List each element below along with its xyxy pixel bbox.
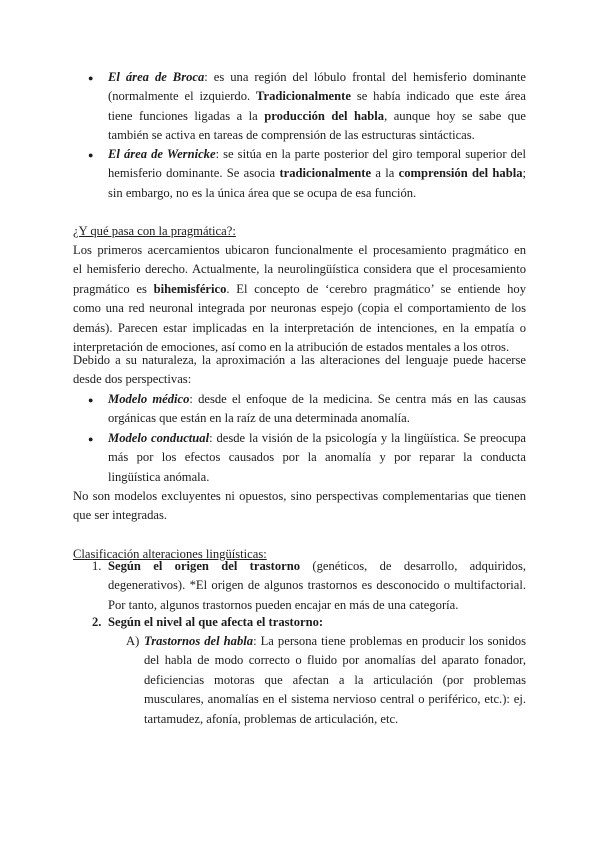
text-line	[73, 280, 526, 299]
text-line	[108, 448, 526, 467]
text-line	[108, 68, 526, 87]
item-number: 1.	[92, 559, 102, 573]
text-line	[108, 613, 526, 632]
pragmatica-paragraph-2	[73, 351, 526, 390]
text-run: Según el origen del trastorno	[108, 559, 301, 573]
wernicke-item	[108, 145, 526, 203]
text-run: sin embargo, no es la única área que se ocupa de esa función.	[108, 185, 417, 200]
text-line	[108, 409, 526, 428]
bullet-icon: ●	[88, 395, 94, 405]
text-line	[73, 487, 526, 506]
text-line	[73, 299, 526, 318]
text-run: que ser integradas.	[73, 508, 168, 523]
text-line	[108, 468, 526, 487]
text-run: : desde la visión de la psicología y la lingüística. Se preocupa	[209, 431, 526, 445]
text-run: No son modelos excluyentes ni opuestos, sino perspectivas complementarias que tienen	[73, 489, 526, 503]
text-run: tradicionalmente	[279, 166, 372, 181]
text-run: bihemisférico	[153, 281, 227, 296]
text-line	[108, 557, 526, 576]
text-line	[73, 260, 526, 279]
text-run: (normalmente el izquierdo.	[108, 89, 257, 104]
text-line	[73, 351, 526, 370]
clasificacion-heading: Clasificación alteraciones lingüísticas:	[73, 547, 267, 561]
text-line	[73, 319, 526, 338]
text-line	[108, 164, 526, 183]
pragmatica-heading: ¿Y qué pasa con la pragmática?:	[73, 224, 236, 238]
text-run: tiene funciones ligadas a la	[108, 108, 265, 123]
text-run: Los primeros acercamientos ubicaron funcionalmente el procesamiento pragmático en	[73, 243, 526, 257]
text-run: demás). Parecen estar implicadas en la interpretación de intenciones, en la empatía o	[73, 320, 526, 335]
text-line	[73, 506, 526, 525]
text-run: producción del habla	[264, 108, 385, 123]
broca-item	[108, 68, 526, 146]
text-run: El área de Wernicke	[108, 147, 216, 161]
text-run: : es una región del lóbulo frontal del hemisferio dominante	[204, 70, 526, 84]
text-run: degenerativos). *El origen de algunos trastornos es desconocido o multifactorial.	[108, 578, 526, 593]
text-run: musculares, anomalías en el sistema nervioso central o periférico, etc.): ej.	[144, 692, 526, 707]
text-run: Modelo conductual	[108, 431, 210, 445]
text-run: el hemisferio derecho. Actualmente, la neurolingüística considera que el procesamiento	[73, 262, 526, 277]
text-run: lingüística anómala.	[108, 469, 210, 484]
text-run: : se sitúa en la parte posterior del giro temporal superior del	[215, 147, 526, 161]
modelos-conclusion	[73, 487, 526, 526]
clasificacion-item-1	[108, 557, 526, 615]
text-line	[108, 126, 526, 145]
text-run: Debido a su naturaleza, la aproximación a las alteraciones del lenguaje puede hacerse	[73, 353, 526, 367]
text-line	[108, 145, 526, 164]
modelo-medico-item	[108, 390, 526, 429]
text-line	[108, 390, 526, 409]
bullet-icon: ●	[88, 434, 94, 444]
text-line	[108, 87, 526, 106]
text-line	[144, 651, 526, 670]
text-run: tartamudez, afonía, problemas de articulación, etc.	[144, 711, 399, 726]
text-run: : desde el enfoque de la medicina. Se centra más en las causas	[189, 392, 526, 406]
text-run: El área de Broca	[108, 70, 205, 84]
text-run: como una red neuronal integrada por neuronas espejo (copia el comportamiento de los	[73, 301, 526, 316]
text-line	[108, 576, 526, 595]
text-run: Tradicionalmente	[256, 89, 351, 104]
text-line	[144, 632, 526, 651]
text-line	[108, 107, 526, 126]
text-run: Trastornos del habla	[144, 634, 254, 648]
text-run: (genéticos, de desarrollo, adquiridos,	[300, 559, 526, 573]
text-run: a la	[371, 166, 399, 181]
text-run: desde dos perspectivas:	[73, 372, 192, 387]
text-run: del habla de modo correcto o fluido por anomalías del aparato fonador,	[144, 653, 526, 668]
text-run: pragmático es	[73, 281, 154, 296]
text-run: Según el nivel al que afecta el trastorno:	[108, 615, 324, 629]
text-line	[144, 710, 526, 729]
clasificacion-sub-a	[144, 632, 526, 729]
text-run: se había indicado que este área	[350, 89, 526, 104]
text-line	[144, 690, 526, 709]
clasificacion-item-2	[108, 613, 526, 632]
text-run: deficiencias motoras que afectan a la articulación (por problemas	[144, 672, 526, 687]
item-letter: A)	[126, 634, 140, 648]
text-line	[108, 184, 526, 203]
text-run: orgánicas que están en la raíz de una determinada anomalía.	[108, 411, 410, 426]
text-run: más por los efectos causados por la anomalía y por reparar la conducta	[108, 450, 526, 465]
text-line	[73, 370, 526, 389]
text-line	[144, 671, 526, 690]
text-run: ;	[522, 166, 527, 181]
bullet-icon: ●	[88, 150, 94, 160]
modelo-conductual-item	[108, 429, 526, 487]
text-run: , aunque hoy se sabe que	[384, 108, 526, 123]
text-run: : La persona tiene problemas en producir los sonidos	[253, 634, 526, 648]
text-run: interpretación de emociones, así como en la atribución de estados mentales a los otros.	[73, 340, 510, 355]
item-number: 2.	[92, 615, 102, 629]
text-run: comprensión del habla	[398, 166, 523, 181]
text-run: Por tanto, algunos trastornos pueden encajar en más de una categoría.	[108, 597, 459, 612]
text-line	[108, 429, 526, 448]
text-line	[73, 241, 526, 260]
text-run: también se activa en tareas de comprensión de las estructuras sintácticas.	[108, 128, 475, 143]
text-run: Modelo médico	[108, 392, 190, 406]
bullet-icon: ●	[88, 73, 94, 83]
text-run: . El concepto de ‘cerebro pragmático’ se entiende hoy	[226, 281, 527, 296]
pragmatica-paragraph-1	[73, 241, 526, 357]
text-run: hemisferio dominante. Se asocia	[108, 166, 280, 181]
